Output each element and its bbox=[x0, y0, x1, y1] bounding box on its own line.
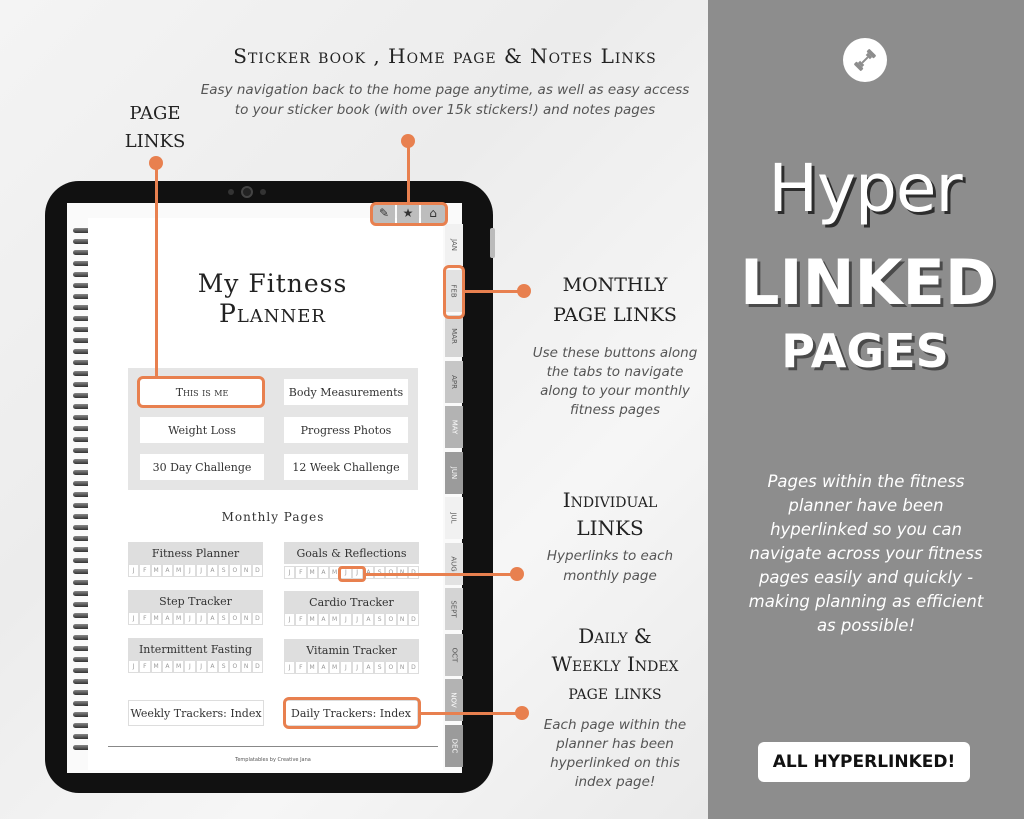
daily-title-2: Weekly Index bbox=[551, 652, 679, 676]
pencil-icon[interactable]: ✎ bbox=[373, 203, 395, 223]
month-link[interactable]: J bbox=[340, 613, 351, 626]
month-link[interactable]: M bbox=[329, 613, 340, 626]
month-link[interactable]: O bbox=[229, 564, 240, 577]
month-link[interactable]: D bbox=[252, 612, 263, 625]
pages-heading: PAGES bbox=[781, 324, 949, 378]
month-link[interactable]: J bbox=[284, 613, 295, 626]
month-link[interactable]: S bbox=[374, 613, 385, 626]
camera-dot bbox=[228, 189, 234, 195]
tab-dec[interactable]: DEC bbox=[445, 725, 463, 767]
sticker-desc-line-2: to your sticker book (with over 15k stickers!) and notes pages bbox=[234, 102, 656, 118]
month-link[interactable]: J bbox=[196, 612, 207, 625]
tracker-cardio[interactable]: Cardio Tracker bbox=[284, 591, 419, 613]
link-30-day-challenge[interactable]: 30 Day Challenge bbox=[140, 454, 264, 480]
month-link[interactable]: A bbox=[363, 661, 374, 674]
camera-sensor bbox=[260, 189, 266, 195]
camera-lens bbox=[241, 186, 253, 198]
all-hyperlinked-button[interactable]: ALL HYPERLINKED! bbox=[758, 742, 970, 782]
month-link[interactable]: M bbox=[307, 566, 318, 579]
month-link[interactable]: M bbox=[151, 564, 162, 577]
page-links-callout-dot bbox=[149, 156, 163, 170]
tab-jun[interactable]: JUN bbox=[445, 452, 463, 494]
link-weight-loss[interactable]: Weight Loss bbox=[140, 417, 264, 443]
month-link[interactable]: A bbox=[318, 613, 329, 626]
monthly-links-title-2: PAGE LINKS bbox=[553, 304, 677, 326]
month-link[interactable]: S bbox=[218, 564, 229, 577]
tab-jan[interactable]: JAN bbox=[445, 224, 463, 266]
month-link[interactable]: M bbox=[151, 612, 162, 625]
link-body-measurements[interactable]: Body Measurements bbox=[284, 379, 408, 405]
tab-apr[interactable]: APR bbox=[445, 361, 463, 403]
daily-desc-1: Each page within the bbox=[543, 717, 687, 733]
month-link[interactable]: N bbox=[397, 613, 408, 626]
month-link[interactable]: S bbox=[374, 661, 385, 674]
month-link[interactable]: D bbox=[252, 660, 263, 673]
hyper-heading: Hyper bbox=[768, 150, 962, 227]
month-link[interactable]: D bbox=[408, 661, 419, 674]
tab-sept[interactable]: SEPT bbox=[445, 588, 463, 630]
month-link-row bbox=[128, 612, 263, 625]
individual-desc-1: Hyperlinks to each bbox=[546, 548, 674, 564]
month-link[interactable]: A bbox=[318, 566, 329, 579]
month-link[interactable]: M bbox=[329, 661, 340, 674]
month-link[interactable]: A bbox=[162, 564, 173, 577]
month-link[interactable]: F bbox=[139, 660, 150, 673]
month-link[interactable]: D bbox=[252, 564, 263, 577]
month-link[interactable]: J bbox=[340, 661, 351, 674]
panel-description: Pages within the fitness planner have been hyperlinked so you can navigate across your fitness pages easily and quickly - making planning as efficient as possible! bbox=[748, 472, 984, 635]
tab-aug[interactable]: AUG bbox=[445, 543, 463, 585]
month-link[interactable]: F bbox=[139, 564, 150, 577]
month-link[interactable]: S bbox=[218, 612, 229, 625]
monthly-links-title-1: MONTHLY bbox=[562, 274, 668, 296]
tab-feb[interactable]: FEB bbox=[445, 270, 463, 312]
home-icon[interactable]: ⌂ bbox=[421, 203, 445, 223]
month-link[interactable]: M bbox=[307, 661, 318, 674]
monthly-pages-heading: Monthly Pages bbox=[221, 510, 325, 524]
tab-mar[interactable]: MAR bbox=[445, 315, 463, 357]
month-link[interactable]: J bbox=[184, 564, 195, 577]
page-links-label-2: LINKS bbox=[124, 131, 186, 152]
linked-heading: LINKED bbox=[740, 246, 997, 319]
month-link[interactable]: F bbox=[139, 612, 150, 625]
individual-links-title-2: LINKS bbox=[576, 516, 644, 540]
tracker-fitness-planner[interactable]: Fitness Planner bbox=[128, 542, 263, 564]
daily-desc-2: planner has been bbox=[556, 736, 674, 752]
month-link[interactable]: F bbox=[295, 661, 306, 674]
daily-desc-4: index page! bbox=[574, 774, 656, 790]
monthly-desc-2: the tabs to navigate bbox=[546, 364, 684, 380]
tracker-step[interactable]: Step Tracker bbox=[128, 590, 263, 612]
page-links-callout-line bbox=[155, 162, 158, 376]
month-link[interactable]: N bbox=[241, 612, 252, 625]
month-link[interactable]: D bbox=[408, 613, 419, 626]
month-link[interactable]: A bbox=[207, 564, 218, 577]
month-link[interactable]: M bbox=[151, 660, 162, 673]
feb-tab-highlight bbox=[443, 265, 465, 319]
planner-title-line-1: My Fitness bbox=[197, 269, 348, 298]
month-link[interactable]: M bbox=[307, 613, 318, 626]
side-button bbox=[490, 228, 495, 258]
tab-jul[interactable]: JUL bbox=[445, 497, 463, 539]
month-link-row bbox=[128, 660, 263, 673]
daily-callout-line bbox=[421, 712, 521, 715]
individual-links-title-1: Individual bbox=[562, 488, 658, 512]
month-link[interactable]: A bbox=[207, 612, 218, 625]
individual-callout-dot bbox=[510, 567, 524, 581]
daily-desc-3: hyperlinked on this bbox=[550, 755, 680, 771]
planner-title-line-2: Planner bbox=[219, 299, 326, 328]
daily-index-highlight bbox=[283, 697, 421, 729]
month-link[interactable]: J bbox=[184, 612, 195, 625]
month-link[interactable]: O bbox=[385, 613, 396, 626]
month-link[interactable]: J bbox=[128, 564, 139, 577]
this-is-me-highlight bbox=[137, 376, 265, 408]
tab-nov[interactable]: NOV bbox=[445, 679, 463, 721]
month-link[interactable]: N bbox=[241, 564, 252, 577]
toolbar-callout-dot bbox=[401, 134, 415, 148]
month-link[interactable]: J bbox=[352, 661, 363, 674]
month-link[interactable]: N bbox=[241, 660, 252, 673]
link-12-week-challenge[interactable]: 12 Week Challenge bbox=[284, 454, 408, 480]
monthly-callout-dot bbox=[517, 284, 531, 298]
footer-divider bbox=[108, 746, 438, 747]
star-icon[interactable]: ★ bbox=[397, 203, 419, 223]
month-link[interactable]: S bbox=[218, 660, 229, 673]
tracker-intermittent-fasting[interactable]: Intermittent Fasting bbox=[128, 638, 263, 660]
month-link[interactable]: N bbox=[397, 661, 408, 674]
dumbbell-icon bbox=[843, 38, 887, 82]
daily-title-3: page links bbox=[568, 680, 662, 704]
tracker-goals-reflections[interactable]: Goals & Reflections bbox=[284, 542, 419, 564]
sticker-links-title: Sticker book , Home page & Notes Links bbox=[233, 44, 657, 68]
link-this-is-me[interactable]: This is me bbox=[140, 379, 264, 405]
monthly-desc-3: along to your monthly bbox=[540, 383, 690, 399]
month-link[interactable]: J bbox=[352, 613, 363, 626]
month-link[interactable]: J bbox=[352, 566, 363, 579]
monthly-callout-line bbox=[465, 290, 523, 293]
month-link[interactable]: O bbox=[229, 660, 240, 673]
month-link-highlight bbox=[338, 566, 366, 582]
individual-desc-2: monthly page bbox=[563, 568, 657, 584]
monthly-desc-1: Use these buttons along bbox=[532, 345, 698, 361]
month-link-row bbox=[284, 613, 419, 626]
link-progress-photos[interactable]: Progress Photos bbox=[284, 417, 408, 443]
month-link[interactable]: J bbox=[184, 660, 195, 673]
month-link[interactable]: A bbox=[318, 661, 329, 674]
toolbar-callout-line bbox=[407, 140, 410, 202]
month-link[interactable]: M bbox=[173, 612, 184, 625]
page-links-label-1: PAGE bbox=[129, 103, 181, 124]
monthly-desc-4: fitness pages bbox=[570, 402, 660, 418]
month-link[interactable]: J bbox=[284, 661, 295, 674]
month-link[interactable]: O bbox=[229, 612, 240, 625]
month-link[interactable]: F bbox=[295, 566, 306, 579]
month-link[interactable]: J bbox=[196, 660, 207, 673]
month-link-row bbox=[284, 661, 419, 674]
month-link[interactable]: M bbox=[173, 660, 184, 673]
month-link-row bbox=[128, 564, 263, 577]
month-link[interactable]: J bbox=[284, 566, 295, 579]
month-link[interactable]: A bbox=[162, 612, 173, 625]
month-link[interactable]: M bbox=[173, 564, 184, 577]
weekly-trackers-index-button[interactable]: Weekly Trackers: Index bbox=[128, 700, 264, 726]
month-link[interactable]: A bbox=[207, 660, 218, 673]
month-link[interactable]: O bbox=[385, 661, 396, 674]
month-link[interactable]: J bbox=[128, 612, 139, 625]
right-panel bbox=[708, 0, 1024, 819]
tracker-vitamin[interactable]: Vitamin Tracker bbox=[284, 639, 419, 661]
month-link[interactable]: J bbox=[196, 564, 207, 577]
sticker-desc-line-1: Easy navigation back to the home page anytime, as well as easy access bbox=[200, 82, 690, 98]
daily-trackers-index-button[interactable]: Daily Trackers: Index bbox=[284, 700, 418, 726]
toolbar-highlight bbox=[370, 202, 448, 226]
footer-credit: Templatables by Creative Jana bbox=[235, 757, 311, 763]
daily-callout-dot bbox=[515, 706, 529, 720]
tab-may[interactable]: MAY bbox=[445, 406, 463, 448]
month-link[interactable]: J bbox=[128, 660, 139, 673]
month-link[interactable]: A bbox=[363, 613, 374, 626]
month-link[interactable]: J bbox=[340, 566, 351, 579]
month-link[interactable]: A bbox=[162, 660, 173, 673]
month-link[interactable]: M bbox=[329, 566, 340, 579]
daily-title-1: Daily & bbox=[578, 624, 652, 648]
individual-callout-line bbox=[366, 573, 516, 576]
tab-oct[interactable]: OCT bbox=[445, 634, 463, 676]
month-link[interactable]: F bbox=[295, 613, 306, 626]
